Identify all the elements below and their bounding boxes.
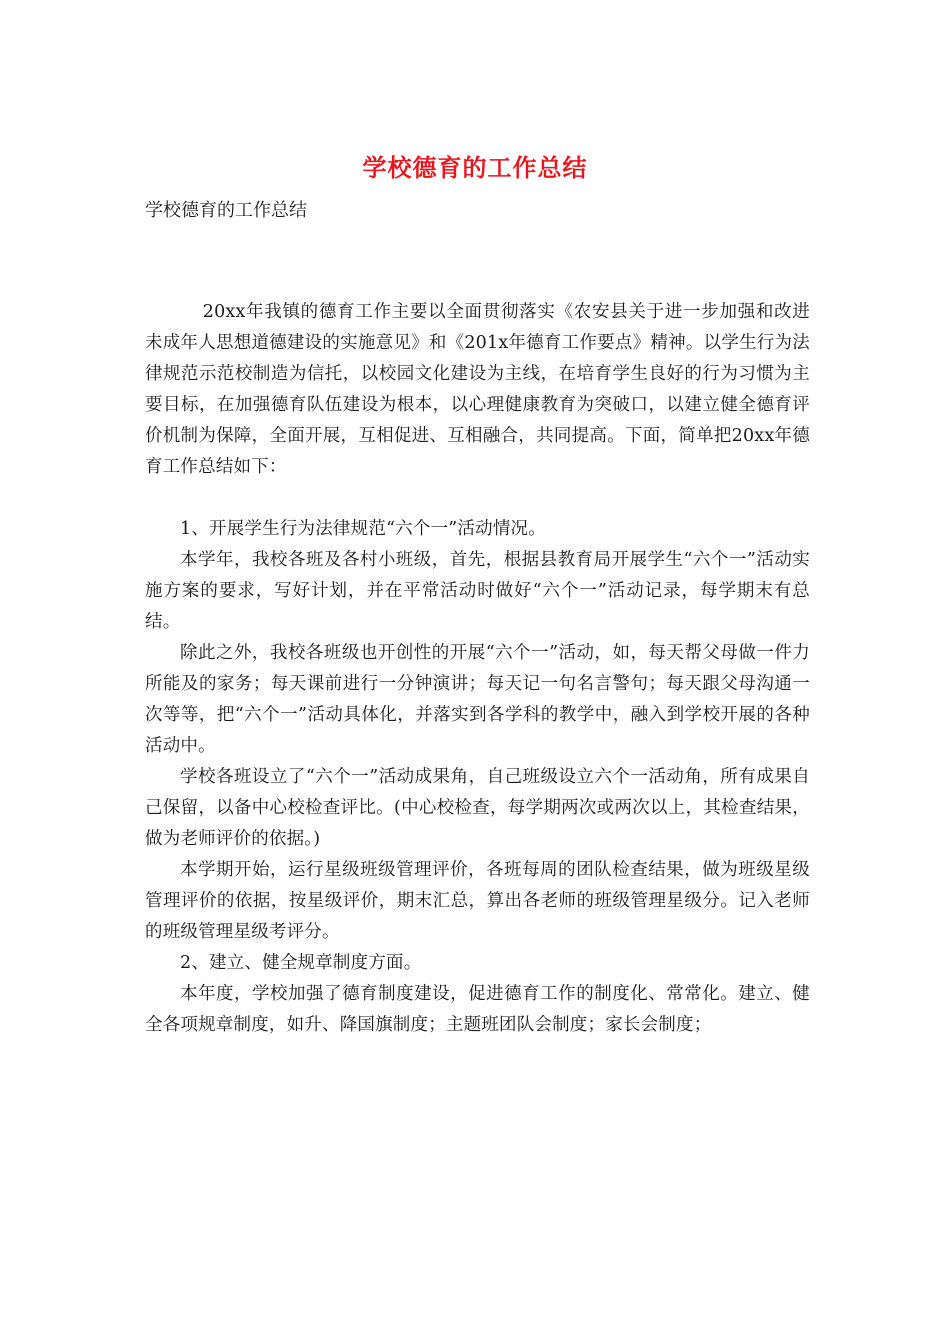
paragraph: 本年度，学校加强了德育制度建设，促进德育工作的制度化、常常化。建立、健全各项规章制度，如升、降国旗制度；主题班团队会制度；家长会制度； — [145, 984, 810, 1035]
paragraph-spacer — [145, 483, 810, 514]
paragraph: 除此之外，我校各班级也开创性的开展“六个一”活动，如，每天帮父母做一件力所能及的家务；每天课前进行一分钟演讲；每天记一句名言警句；每天跟父母沟通一次等等，把“六个一”活动具体化，并落实到各学科的教学中，融入到学校开展的各种活动中。 — [145, 643, 810, 756]
paragraph: 学校各班设立了“六个一”活动成果角，自己班级设立六个一活动角，所有成果自己保留，以备中心校检查评比。(中心校检查，每学期两次或两次以上，其检查结果，做为老师评价的依据。) — [145, 767, 810, 849]
section-heading-2: 2、建立、健全规章制度方面。 — [180, 953, 422, 973]
document-subtitle: 学校德育的工作总结 — [145, 200, 307, 221]
paragraph: 本学年，我校各班及各村小班级，首先，根据县教育局开展学生“六个一”活动实施方案的要求，写好计划，并在平常活动时做好“六个一”活动记录，每学期末有总结。 — [145, 550, 810, 632]
document-title: 学校德育的工作总结 — [362, 153, 588, 182]
paragraph: 本学期开始，运行星级班级管理评价，各班每周的团队检查结果，做为班级星级管理评价的依据，按星级评价，期末汇总，算出各老师的班级管理星级分。记入老师的班级管理星级考评分。 — [145, 860, 810, 942]
section-heading-1: 1、开展学生行为法律规范“六个一”活动情况。 — [180, 519, 546, 539]
document-body — [145, 297, 810, 1041]
paragraph-intro: 20xx年我镇的德育工作主要以全面贯彻落实《农安县关于进一步加强和改进未成年人思想道德建设的实施意见》和《201x年德育工作要点》精神。以学生行为法律规范示范校制造为信托，以校园文化建设为主线，在培育学生良好的行为习惯为主要目标，在加强德育队伍建设为根本，以心理健康教育为突破口，以建立健全德育评价机制为保障，全面开展，互相促进、互相融合，共同提高。下面，简单把20xx年德育工作总结如下： — [145, 302, 810, 477]
